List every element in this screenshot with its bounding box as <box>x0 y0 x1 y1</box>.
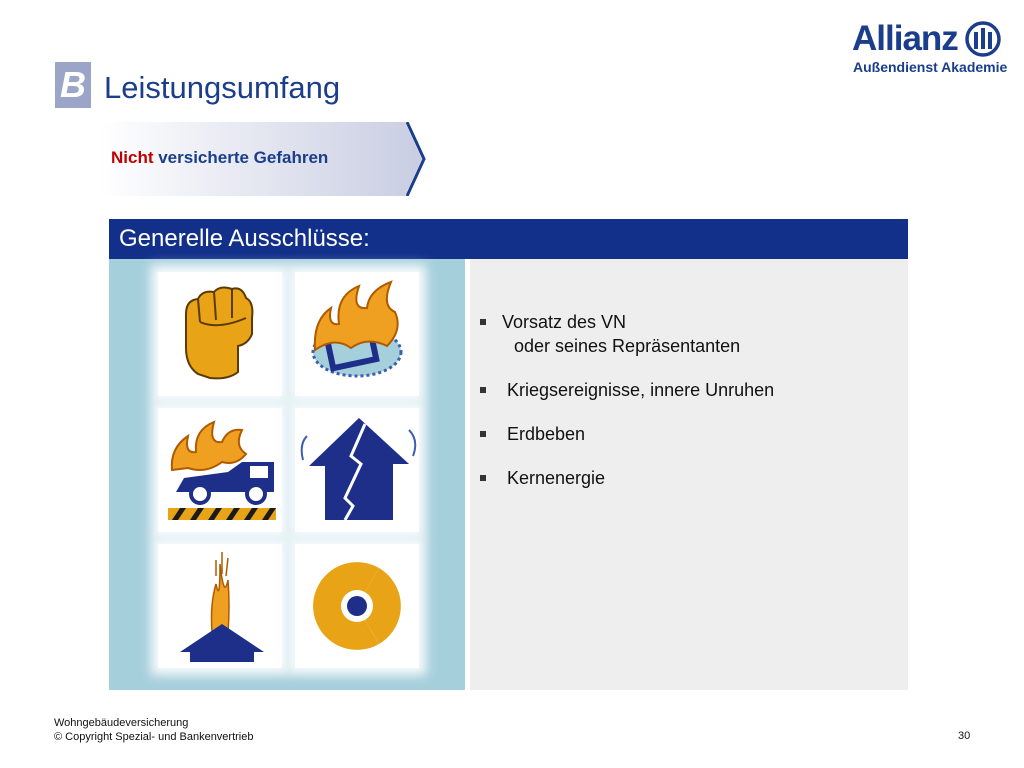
subheader-bar <box>100 122 430 196</box>
radiation-tile <box>295 544 419 668</box>
list-item <box>470 310 900 358</box>
footer-line-1: Wohngebäudeversicherung <box>54 717 189 729</box>
allianz-eagle-mark-icon <box>965 21 1001 57</box>
fist-icon <box>158 272 282 396</box>
bullet-square-icon <box>480 475 486 481</box>
explosion-house-icon <box>158 544 282 668</box>
bullet-square-icon <box>480 387 486 393</box>
allianz-logo <box>852 18 1008 78</box>
box-title: Generelle Ausschlüsse: <box>109 219 908 259</box>
bullet-text: Erdbeben <box>507 424 586 444</box>
bullet-text: Kriegsereignisse, innere Unruhen <box>507 380 775 400</box>
bullet-square-icon <box>480 319 486 325</box>
subheader-text <box>111 148 328 168</box>
burning-building-tile <box>295 272 419 396</box>
burning-building-icon <box>295 272 419 396</box>
cracked-house-icon <box>295 408 419 532</box>
exclusion-list <box>470 310 900 490</box>
logo-subtitle: Außendienst Akademie <box>853 59 1008 75</box>
list-item <box>470 422 900 446</box>
section-letter: B <box>60 64 86 105</box>
list-item <box>470 466 900 490</box>
page-number: 30 <box>958 730 971 742</box>
bullet-text-continuation: oder seines Repräsentanten <box>514 336 741 356</box>
section-badge <box>55 62 91 108</box>
cracked-house-tile <box>295 408 419 532</box>
explosion-house-tile <box>158 544 282 668</box>
footer <box>54 716 254 744</box>
burning-car-icon <box>158 408 282 532</box>
logo-brand: Allianz <box>852 19 958 58</box>
footer-line-2: © Copyright Spezial- und Bankenvertrieb <box>54 731 254 743</box>
subheader-accent: Nicht <box>111 148 154 167</box>
bullet-square-icon <box>480 431 486 437</box>
page-title: Leistungsumfang <box>104 70 341 105</box>
list-item <box>470 378 900 402</box>
bullet-text: Kernenergie <box>507 468 606 488</box>
icon-panel <box>109 259 465 690</box>
subheader-rest: versicherte Gefahren <box>153 148 329 167</box>
burning-car-tile <box>158 408 282 532</box>
bullet-text: Vorsatz des VN <box>502 312 627 332</box>
fist-tile <box>158 272 282 396</box>
radiation-icon <box>295 544 419 668</box>
